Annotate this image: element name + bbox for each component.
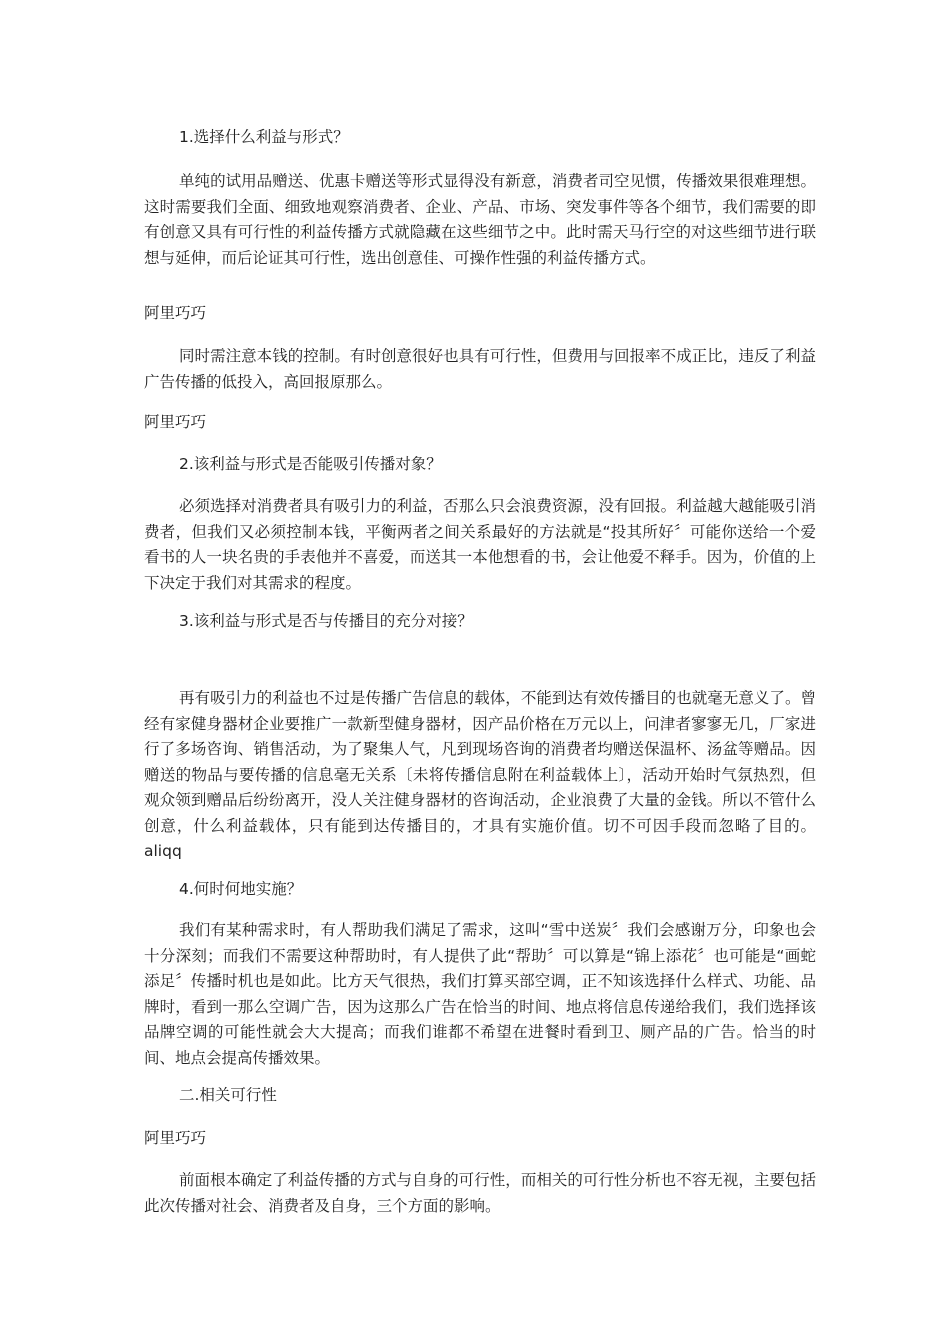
note-ali-qiaoqiao-2: 阿里巧巧 bbox=[144, 413, 207, 431]
section-heading-5: 二.相关可行性 bbox=[179, 1086, 277, 1104]
paragraph-3: 必须选择对消费者具有吸引力的利益，否那么只会浪费资源，没有回报。利益越大越能吸引消费者，但我们又必须控制本钱，平衡两者之间关系最好的方法就是“投其所好〞可能你送给一个爱看书的人一块名贵的手表他并不喜爱，而送其一本他想看的书，会让他爱不释手。因为，价值的上下决定于我们对其需求的程度。 bbox=[144, 497, 816, 592]
paragraph-2: 同时需注意本钱的控制。有时创意很好也具有可行性，但费用与回报率不成正比，违反了利益广告传播的低投入，高回报原那么。 bbox=[144, 347, 816, 391]
section-heading-1: 1.选择什么利益与形式？ bbox=[179, 128, 349, 146]
note-ali-qiaoqiao-1: 阿里巧巧 bbox=[144, 304, 207, 322]
section-heading-3: 3.该利益与形式是否与传播目的充分对接？ bbox=[179, 612, 473, 630]
section-heading-2: 2.该利益与形式是否能吸引传播对象？ bbox=[179, 455, 442, 473]
paragraph-6: 前面根本确定了利益传播的方式与自身的可行性，而相关的可行性分析也不容无视，主要包括此次传播对社会、消费者及自身，三个方面的影响。 bbox=[144, 1171, 816, 1215]
paragraph-4: 再有吸引力的利益也不过是传播广告信息的载体，不能到达有效传播目的也就毫无意义了。曾经有家健身器材企业要推广一款新型健身器材，因产品价格在万元以上，问津者寥寥无几，厂家进行了多场咨询、销售活动，为了聚集人气，凡到现场咨询的消费者均赠送保温杯、汤盆等赠品。因赠送的物品与要传播的信息毫无关系〔未将传播信息附在利益载体上〕，活动开始时气氛热烈，但观众领到赠品后纷纷离开，没人关注健身器材的咨询活动，企业浪费了大量的金钱。所以不管什么创意，什么利益载体，只有能到达传播目的，才具有实施价值。切不可因手段而忽略了目的。 aliqq bbox=[144, 689, 816, 860]
paragraph-1: 单纯的试用品赠送、优惠卡赠送等形式显得没有新意，消费者司空见惯，传播效果很难理想。这时需要我们全面、细致地观察消费者、企业、产品、市场、突发事件等各个细节，我们需要的即有创意又具有可行性的利益传播方式就隐藏在这些细节之中。此时需天马行空的对这些细节进行联想与延伸，而后论证其可行性，选出创意佳、可操作性强的利益传播方式。 bbox=[144, 172, 816, 267]
section-heading-4: 4.何时何地实施？ bbox=[179, 880, 303, 898]
note-ali-qiaoqiao-3: 阿里巧巧 bbox=[144, 1129, 207, 1147]
paragraph-5: 我们有某种需求时，有人帮助我们满足了需求，这叫“雪中送炭〞我们会感谢万分，印象也会十分深刻；而我们不需要这种帮助时，有人提供了此“帮助〞可以算是“锦上添花〞也可能是“画蛇添足〞传播时机也是如此。比方天气很热，我们打算买部空调，正不知该选择什么样式、功能、品牌时，看到一那么空调广告，因为这那么广告在恰当的时间、地点将信息传递给我们，我们选择该品牌空调的可能性就会大大提高；而我们谁都不希望在进餐时看到卫、厕产品的广告。恰当的时间、地点会提高传播效果。 bbox=[144, 921, 816, 1067]
